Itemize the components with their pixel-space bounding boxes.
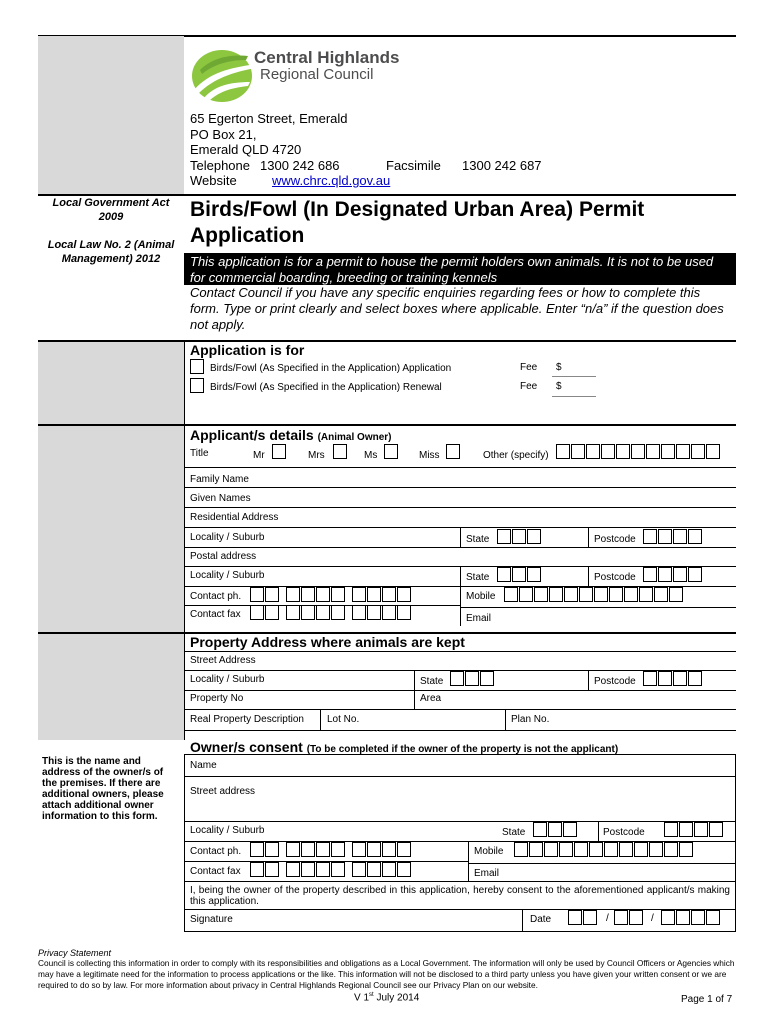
char-box[interactable] xyxy=(504,587,518,602)
council-name-line1: Central Highlands xyxy=(254,48,400,67)
char-box[interactable] xyxy=(352,587,366,602)
char-box[interactable] xyxy=(286,587,300,602)
applicant-heading xyxy=(190,427,392,443)
date-day-input[interactable] xyxy=(568,910,597,925)
date-label: Date xyxy=(530,914,552,925)
char-box[interactable] xyxy=(301,587,315,602)
fee-currency: $ xyxy=(556,362,562,373)
title-mr-checkbox[interactable] xyxy=(272,444,286,459)
char-box[interactable] xyxy=(331,587,345,602)
owner-name-label: Name xyxy=(190,760,217,771)
char-box[interactable] xyxy=(316,587,330,602)
mobile-input[interactable] xyxy=(504,587,683,602)
char-box[interactable] xyxy=(614,910,628,925)
state-label: State xyxy=(466,534,490,545)
char-box[interactable] xyxy=(250,862,264,877)
email-label: Email xyxy=(466,613,492,624)
property-heading: Property Address where animals are kept xyxy=(190,634,465,650)
owner-subheading: (To be completed if the owner of the property is not the applicant) xyxy=(306,744,619,755)
char-box[interactable] xyxy=(643,567,657,582)
owner-state-label: State xyxy=(502,827,526,838)
renewal-fee-currency: $ xyxy=(556,381,562,392)
council-address xyxy=(190,111,542,189)
char-box[interactable] xyxy=(563,822,577,837)
sidebar-act: Local Government Act 2009 xyxy=(52,197,170,223)
char-box[interactable] xyxy=(265,842,279,857)
postal-state-input[interactable] xyxy=(497,567,541,582)
title-miss-checkbox[interactable] xyxy=(446,444,460,459)
char-box[interactable] xyxy=(661,910,675,925)
sidebar-applicant-panel xyxy=(38,424,184,632)
char-box[interactable] xyxy=(676,910,690,925)
owner-contact-ph-input[interactable] xyxy=(250,842,411,857)
char-box[interactable] xyxy=(583,910,597,925)
sidebar-law: Local Law No. 2 (Animal Management) 2012 xyxy=(47,239,175,265)
char-box[interactable] xyxy=(331,605,345,620)
box-spacer xyxy=(280,842,285,857)
property-locality-label: Locality / Suburb xyxy=(190,674,265,685)
char-box[interactable] xyxy=(367,605,381,620)
char-box[interactable] xyxy=(601,444,615,459)
privacy-heading: Privacy Statement xyxy=(38,948,112,958)
char-box[interactable] xyxy=(512,567,526,582)
locality-label: Locality / Suburb xyxy=(190,532,265,543)
contact-fax-input[interactable] xyxy=(250,605,411,620)
char-box[interactable] xyxy=(673,567,687,582)
box-spacer xyxy=(346,587,351,602)
fax-label: Facsimile xyxy=(386,157,441,173)
residential-address-label: Residential Address xyxy=(190,512,279,523)
page-number: Page 1 of 7 xyxy=(681,994,733,1005)
char-box[interactable] xyxy=(643,529,657,544)
owner-street-label: Street address xyxy=(190,786,256,797)
fax-number: 1300 242 687 xyxy=(462,157,542,173)
postal-address-label: Postal address xyxy=(190,551,257,562)
applicant-heading-text: Applicant/s details xyxy=(190,427,314,443)
title-ms-checkbox[interactable] xyxy=(384,444,398,459)
renewal-checkbox[interactable] xyxy=(190,378,204,393)
char-box[interactable] xyxy=(691,444,705,459)
postal-locality-label: Locality / Suburb xyxy=(190,570,265,581)
char-box[interactable] xyxy=(658,529,672,544)
char-box[interactable] xyxy=(382,587,396,602)
owner-postcode-input[interactable] xyxy=(664,822,723,837)
char-box[interactable] xyxy=(286,842,300,857)
date-year-input[interactable] xyxy=(661,910,720,925)
title-ms-label: Ms xyxy=(364,450,378,461)
char-box[interactable] xyxy=(352,862,366,877)
char-box[interactable] xyxy=(367,587,381,602)
application-checkbox[interactable] xyxy=(190,359,204,374)
char-box[interactable] xyxy=(316,842,330,857)
char-box[interactable] xyxy=(688,671,702,686)
char-box[interactable] xyxy=(301,842,315,857)
char-box[interactable] xyxy=(265,862,279,877)
property-state-label: State xyxy=(420,676,444,687)
postcode-input[interactable] xyxy=(643,529,702,544)
signature-label: Signature xyxy=(190,914,233,925)
char-box[interactable] xyxy=(574,842,588,857)
char-box[interactable] xyxy=(367,842,381,857)
char-box[interactable] xyxy=(265,587,279,602)
website-link[interactable]: www.chrc.qld.gov.au xyxy=(272,173,391,188)
owner-state-input[interactable] xyxy=(533,822,577,837)
owner-contact-fax-label: Contact fax xyxy=(190,866,241,877)
char-box[interactable] xyxy=(548,822,562,837)
owner-mobile-input[interactable] xyxy=(514,842,693,857)
char-box[interactable] xyxy=(533,822,547,837)
box-spacer xyxy=(346,862,351,877)
website-line xyxy=(190,173,542,189)
version-suffix: July 2014 xyxy=(373,992,420,1004)
real-property-label: Real Property Description xyxy=(190,714,304,725)
box-spacer xyxy=(346,842,351,857)
property-street-label: Street Address xyxy=(190,655,256,666)
char-box[interactable] xyxy=(519,587,533,602)
char-box[interactable] xyxy=(382,605,396,620)
application-option-label: Birds/Fowl (As Specified in the Application) Application xyxy=(210,363,452,374)
char-box[interactable] xyxy=(594,587,608,602)
telephone-label: Telephone xyxy=(190,157,250,173)
char-box[interactable] xyxy=(571,444,585,459)
char-box[interactable] xyxy=(250,587,264,602)
char-box[interactable] xyxy=(497,529,511,544)
address-street: 65 Egerton Street, Emerald xyxy=(190,111,348,126)
char-box[interactable] xyxy=(514,842,528,857)
address-city: Emerald QLD 4720 xyxy=(190,142,302,157)
char-box[interactable] xyxy=(664,842,678,857)
char-box[interactable] xyxy=(679,822,693,837)
telephone-number: 1300 242 686 xyxy=(260,157,340,173)
lot-no-label: Lot No. xyxy=(327,714,360,725)
char-box[interactable] xyxy=(331,842,345,857)
council-logo-mark xyxy=(190,42,260,104)
contact-ph-label: Contact ph. xyxy=(190,591,242,602)
fee-label: Fee xyxy=(520,362,538,373)
page-title: Birds/Fowl (In Designated Urban Area) Permit Application xyxy=(190,198,645,247)
owner-email-label: Email xyxy=(474,868,500,879)
char-box[interactable] xyxy=(382,842,396,857)
char-box[interactable] xyxy=(465,671,479,686)
char-box[interactable] xyxy=(367,862,381,877)
char-box[interactable] xyxy=(643,671,657,686)
property-postcode-label: Postcode xyxy=(594,676,636,687)
applicant-subheading: (Animal Owner) xyxy=(317,432,392,443)
owner-heading xyxy=(190,739,618,755)
owner-heading-text: Owner/s consent xyxy=(190,739,303,755)
given-names-label: Given Names xyxy=(190,493,251,504)
char-box[interactable] xyxy=(619,842,633,857)
char-box[interactable] xyxy=(331,862,345,877)
char-box[interactable] xyxy=(658,671,672,686)
char-box[interactable] xyxy=(497,567,511,582)
char-box[interactable] xyxy=(589,842,603,857)
char-box[interactable] xyxy=(661,444,675,459)
char-box[interactable] xyxy=(529,842,543,857)
owner-mobile-label: Mobile xyxy=(474,846,504,857)
property-no-label: Property No xyxy=(190,693,244,704)
char-box[interactable] xyxy=(559,842,573,857)
application-heading: Application is for xyxy=(190,342,305,358)
owner-contact-fax-input[interactable] xyxy=(250,862,411,877)
notice-banner: This application is for a permit to house the permit holders own animals. It is not to be used for commercial boarding, breeding or training kennels xyxy=(184,253,736,285)
char-box[interactable] xyxy=(480,671,494,686)
char-box[interactable] xyxy=(669,587,683,602)
title-other-label: Other (specify) xyxy=(483,450,549,461)
char-box[interactable] xyxy=(586,444,600,459)
char-box[interactable] xyxy=(397,605,411,620)
char-box[interactable] xyxy=(382,862,396,877)
char-box[interactable] xyxy=(609,587,623,602)
char-box[interactable] xyxy=(265,605,279,620)
char-box[interactable] xyxy=(286,862,300,877)
char-box[interactable] xyxy=(673,529,687,544)
char-box[interactable] xyxy=(649,842,663,857)
char-box[interactable] xyxy=(634,842,648,857)
char-box[interactable] xyxy=(527,567,541,582)
date-slash-1: / xyxy=(606,913,609,924)
char-box[interactable] xyxy=(646,444,660,459)
postal-postcode-label: Postcode xyxy=(594,572,636,583)
renewal-fee-label: Fee xyxy=(520,381,538,392)
council-name-line2: Regional Council xyxy=(260,66,374,83)
sidebar-owner-note: This is the name and address of the owner/s of the premises. If there are additional owners, please attach additional owner information to this form. xyxy=(42,756,164,822)
box-spacer xyxy=(346,605,351,620)
char-box[interactable] xyxy=(639,587,653,602)
char-box[interactable] xyxy=(658,567,672,582)
char-box[interactable] xyxy=(250,842,264,857)
sidebar-header-panel xyxy=(38,36,184,194)
mobile-label: Mobile xyxy=(466,591,496,602)
char-box[interactable] xyxy=(706,444,720,459)
char-box[interactable] xyxy=(604,842,618,857)
owner-postcode-label: Postcode xyxy=(603,827,645,838)
postal-state-label: State xyxy=(466,572,490,583)
char-box[interactable] xyxy=(316,862,330,877)
char-box[interactable] xyxy=(624,587,638,602)
title-mrs-checkbox[interactable] xyxy=(333,444,347,459)
telephone-line xyxy=(190,158,542,174)
title-mr-label: Mr xyxy=(253,450,265,461)
char-box[interactable] xyxy=(301,605,315,620)
char-box[interactable] xyxy=(397,842,411,857)
char-box[interactable] xyxy=(654,587,668,602)
date-month-input[interactable] xyxy=(614,910,643,925)
char-box[interactable] xyxy=(534,587,548,602)
char-box[interactable] xyxy=(250,605,264,620)
owner-contact-ph-label: Contact ph. xyxy=(190,846,242,857)
property-postcode-input[interactable] xyxy=(643,671,702,686)
char-box[interactable] xyxy=(527,529,541,544)
box-spacer xyxy=(280,862,285,877)
char-box[interactable] xyxy=(397,587,411,602)
char-box[interactable] xyxy=(616,444,630,459)
char-box[interactable] xyxy=(352,842,366,857)
char-box[interactable] xyxy=(286,605,300,620)
postal-postcode-input[interactable] xyxy=(643,567,702,582)
char-box[interactable] xyxy=(579,587,593,602)
char-box[interactable] xyxy=(549,587,563,602)
owner-locality-label: Locality / Suburb xyxy=(190,825,265,836)
char-box[interactable] xyxy=(316,605,330,620)
version-sup: st xyxy=(369,992,374,998)
box-spacer xyxy=(280,587,285,602)
char-box[interactable] xyxy=(709,822,723,837)
contact-fax-label: Contact fax xyxy=(190,609,241,620)
date-slash-2: / xyxy=(651,913,654,924)
char-box[interactable] xyxy=(397,862,411,877)
char-box[interactable] xyxy=(564,587,578,602)
char-box[interactable] xyxy=(352,605,366,620)
sidebar-application-panel xyxy=(38,340,184,424)
char-box[interactable] xyxy=(688,567,702,582)
instructions: Contact Council if you have any specific enquiries regarding fees or how to complete this form. Type or print clearly and select boxes where applicable. Enter “n/a” if the question does not apply. xyxy=(190,285,724,332)
property-area-label: Area xyxy=(420,693,442,704)
version-prefix: V 1 xyxy=(354,992,370,1004)
council-logo xyxy=(190,42,410,104)
char-box[interactable] xyxy=(691,910,705,925)
char-box[interactable] xyxy=(556,444,570,459)
char-box[interactable] xyxy=(676,444,690,459)
title-other-input[interactable] xyxy=(556,444,720,459)
version-info xyxy=(354,992,419,1003)
title-label: Title xyxy=(190,448,209,459)
box-spacer xyxy=(280,605,285,620)
char-box[interactable] xyxy=(568,910,582,925)
title-mrs-label: Mrs xyxy=(308,450,325,461)
char-box[interactable] xyxy=(694,822,708,837)
property-state-input[interactable] xyxy=(450,671,494,686)
char-box[interactable] xyxy=(544,842,558,857)
char-box[interactable] xyxy=(664,822,678,837)
char-box[interactable] xyxy=(673,671,687,686)
state-input[interactable] xyxy=(497,529,541,544)
website-label: Website xyxy=(190,173,237,188)
address-po-box: PO Box 21, xyxy=(190,126,257,142)
char-box[interactable] xyxy=(512,529,526,544)
char-box[interactable] xyxy=(301,862,315,877)
family-name-label: Family Name xyxy=(190,474,249,485)
owner-declaration: I, being the owner of the property described in this application, hereby consent to the aforementioned applicant/s making this application. xyxy=(190,885,730,907)
char-box[interactable] xyxy=(631,444,645,459)
char-box[interactable] xyxy=(688,529,702,544)
contact-ph-input[interactable] xyxy=(250,587,411,602)
char-box[interactable] xyxy=(679,842,693,857)
sidebar-property-panel xyxy=(38,632,184,740)
char-box[interactable] xyxy=(629,910,643,925)
plan-no-label: Plan No. xyxy=(511,714,550,725)
char-box[interactable] xyxy=(706,910,720,925)
postcode-label: Postcode xyxy=(594,534,636,545)
renewal-option-label: Birds/Fowl (As Specified in the Application) Renewal xyxy=(210,382,442,393)
char-box[interactable] xyxy=(450,671,464,686)
privacy-text: Council is collecting this information in order to comply with its responsibilities and obligations as a Local Government. The information will only be used by Council Officers or Agencies which may have a legitimate need for the information to process applications or the like. This information will not be disclosed to a third party unless you have given your written consent or we are required to do so by law. For more information about privacy in Central Highlands Regional Council see our Privacy Plan on our website. xyxy=(38,958,735,990)
title-miss-label: Miss xyxy=(419,450,440,461)
